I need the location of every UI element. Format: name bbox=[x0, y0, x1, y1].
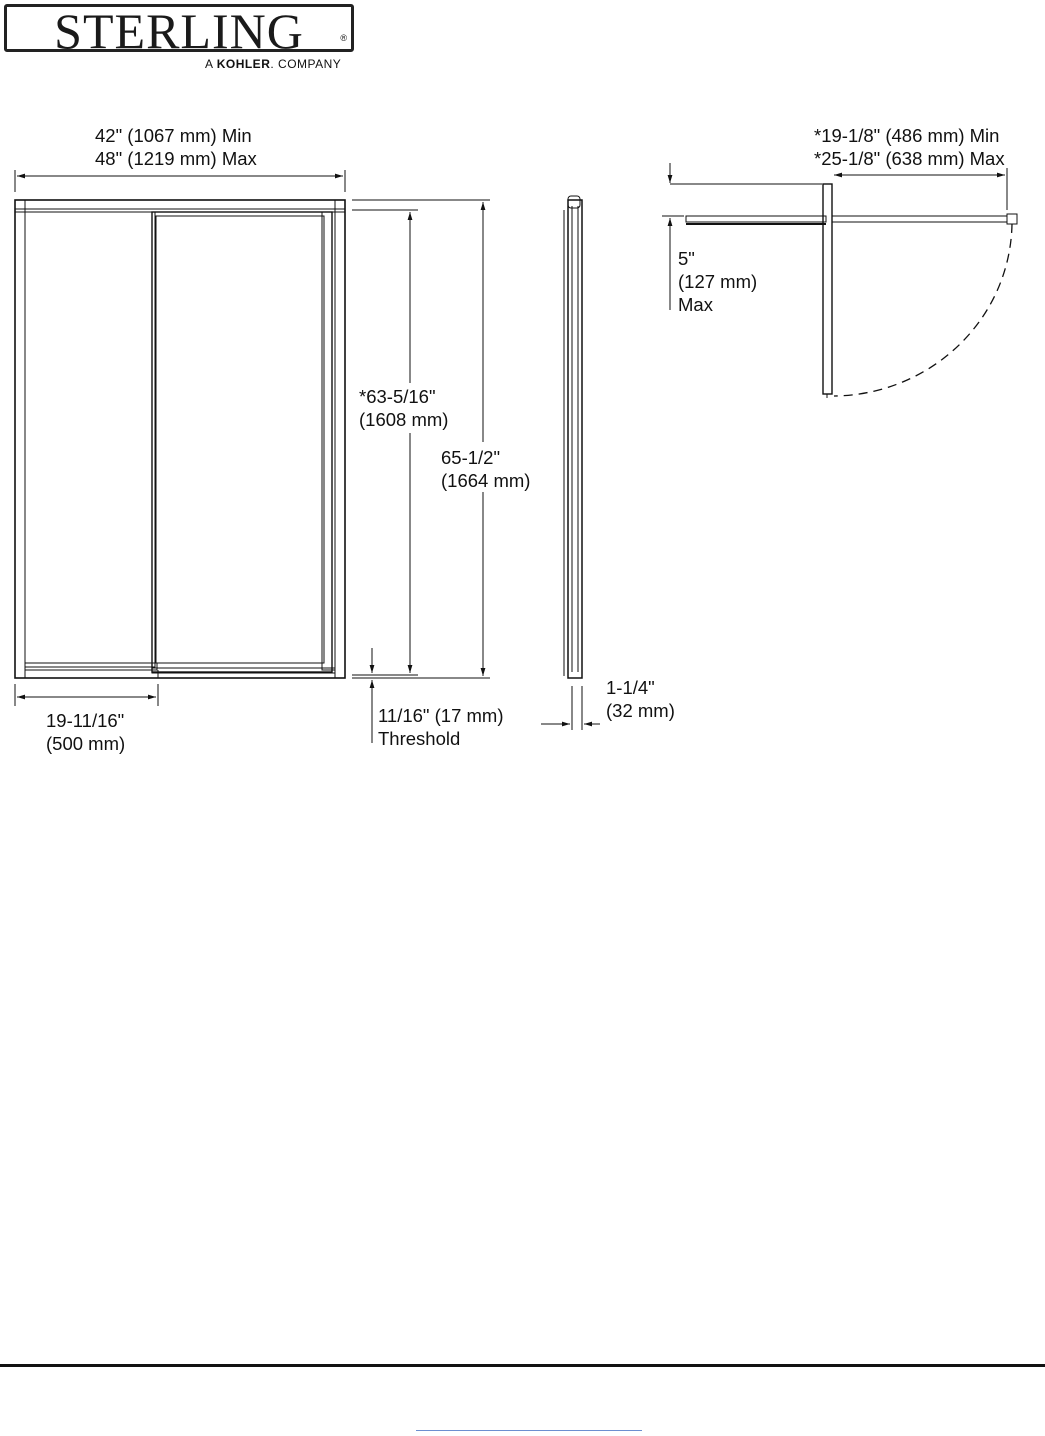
footer-divider bbox=[0, 1364, 1045, 1367]
overall-height-label-1: 65-1/2" bbox=[441, 447, 501, 468]
swing-max-label: *25-1/8" (638 mm) Max bbox=[814, 148, 1005, 169]
opening-width-label-2: (500 mm) bbox=[46, 733, 126, 754]
width-min-label: 42" (1067 mm) Min bbox=[95, 125, 252, 146]
depth-label-2: (32 mm) bbox=[606, 700, 675, 721]
logo-wordmark: STERLING bbox=[54, 3, 304, 59]
projection-label-1: 5" bbox=[678, 248, 695, 269]
registered-mark: ® bbox=[340, 33, 347, 43]
door-panel-height-label-1: *63-5/16" bbox=[359, 386, 436, 407]
door-panel-height-label-2: (1608 mm) bbox=[359, 409, 449, 430]
projection-label-3: Max bbox=[678, 294, 713, 315]
threshold-label-2: Threshold bbox=[378, 728, 461, 749]
threshold-label-1: 11/16" (17 mm) bbox=[378, 705, 504, 726]
tagline-brand: KOHLER bbox=[216, 57, 271, 71]
side-elevation bbox=[564, 196, 582, 678]
width-max-label: 48" (1219 mm) Max bbox=[95, 148, 257, 169]
front-elevation bbox=[15, 200, 345, 678]
depth-label-1: 1-1/4" bbox=[606, 677, 655, 698]
tagline-prefix: A bbox=[205, 57, 213, 71]
swing-min-label: *19-1/8" (486 mm) Min bbox=[814, 125, 1000, 146]
footer-link-underline[interactable] bbox=[416, 1430, 642, 1431]
tagline-suffix: . COMPANY bbox=[270, 57, 342, 71]
overall-height-label-2: (1664 mm) bbox=[441, 470, 531, 491]
opening-width-label-1: 19-11/16" bbox=[46, 710, 125, 731]
projection-label-2: (127 mm) bbox=[678, 271, 758, 292]
